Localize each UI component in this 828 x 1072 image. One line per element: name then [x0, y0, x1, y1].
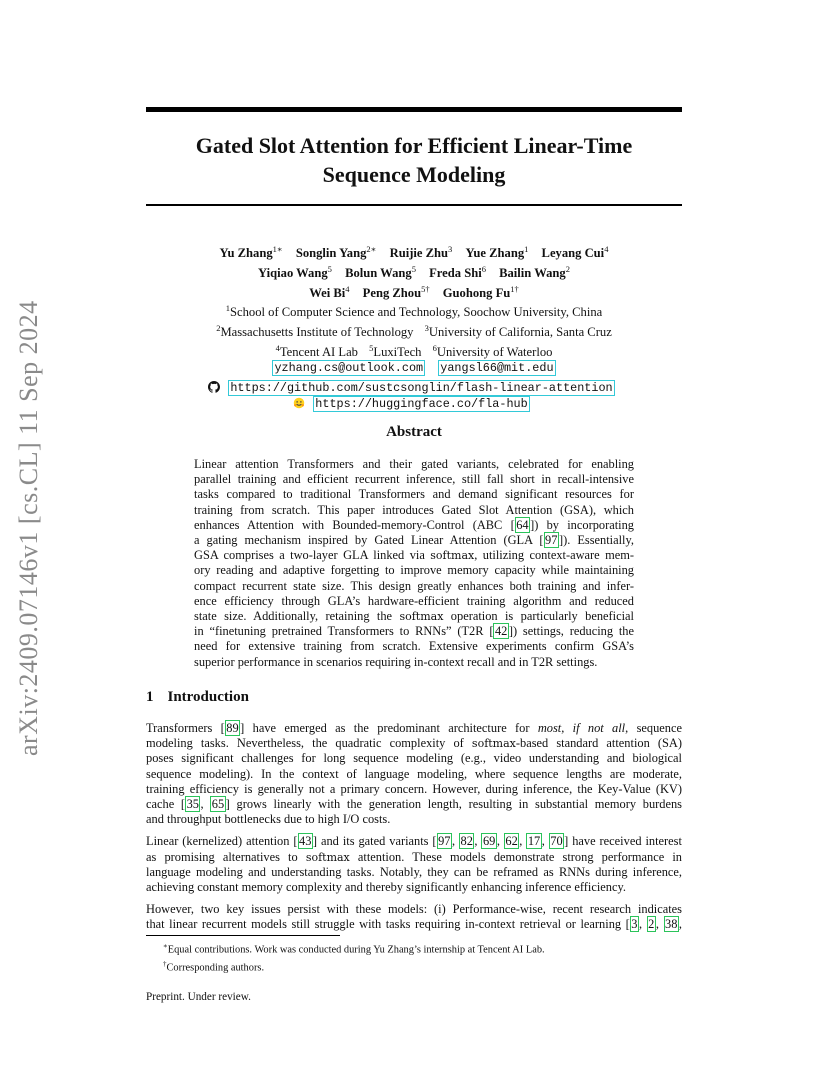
huggingface-icon: [293, 397, 305, 409]
citation-link[interactable]: 64: [516, 517, 529, 532]
affiliation: $^6$University of Waterloo: [432, 342, 553, 359]
citation-link[interactable]: 38: [665, 917, 678, 932]
huggingface-row: [146, 396, 682, 413]
author-name: Wei Bi$^4$: [309, 283, 350, 300]
author-name: Songlin Yang$^{2∗}$: [295, 244, 377, 261]
abstract-line: parallel training and efficient recurrent inference, still fall short in recall-intensive: [194, 472, 634, 487]
email-row: [146, 360, 682, 377]
abstract-line: in “finetuning pretrained Transformers to RNNs” (T2R [ 42 ]) settings, reducing the: [194, 624, 634, 639]
affiliation-row: [146, 321, 682, 341]
author-name: Yiqiao Wang$^5$: [258, 263, 332, 280]
title-line: Gated Slot Attention for Efficient Linear-Time: [195, 133, 633, 158]
text-line: achieving constant memory complexity and thereby significantly enhancing inference efficiency.: [146, 880, 626, 895]
affiliation: $^4$Tencent AI Lab: [275, 342, 358, 359]
footnote: ∗Equal contributions. Work was conducted during Yu Zhang’s internship at Tencent AI Lab.: [163, 942, 545, 956]
github-link[interactable]: https://github.com/sustcsonglin/flash-linear-attention: [230, 380, 613, 395]
title-bottom-rule: [146, 204, 682, 206]
citation-link[interactable]: 97: [438, 834, 451, 849]
author-row: [146, 262, 682, 282]
affiliation: $^1$School of Computer Science and Technology, Soochow University, China: [225, 303, 603, 320]
text-line: poses significant challenges for long sequence modeling (e.g., video understanding and biological: [146, 751, 682, 766]
author-name: Yu Zhang$^{1∗}$: [219, 244, 283, 261]
citation-link[interactable]: 65: [211, 797, 225, 812]
abstract-body: [194, 457, 634, 670]
author-row: [146, 242, 682, 262]
abstract-line: ence efficiency through GLA’s hardware-efficient training algorithm and reduced: [194, 593, 634, 608]
math-softmax: softmax: [305, 850, 350, 864]
paper-title: [146, 131, 682, 189]
footnote: †Corresponding authors.: [163, 960, 265, 974]
abstract-line: GSA comprises a two-layer GLA linked via softmax, utilizing context-aware mem-: [194, 548, 634, 563]
abstract-line: training from scratch. This paper introduces Gated Slot Attention (GSA), which: [194, 502, 634, 517]
affiliation: $^2$Massachusetts Institute of Technology: [216, 322, 414, 339]
citation-link[interactable]: 42: [494, 624, 508, 639]
email-link[interactable]: yzhang.cs@outlook.com: [274, 361, 424, 376]
citation-link[interactable]: 69: [482, 834, 496, 849]
citation-link[interactable]: 17: [527, 834, 541, 849]
author-block: [146, 242, 682, 413]
text-line: However, two key issues persist with these models: (i) Performance-wise, recent research indicates: [146, 902, 682, 917]
text-line: language modeling and understanding tasks. Notably, they can be reframed as RNNs during inference,: [146, 864, 682, 879]
github-icon: [208, 381, 220, 393]
author-name: Bolun Wang$^5$: [345, 263, 416, 280]
paragraph: [146, 721, 682, 827]
text-line: as promising alternatives to softmax attention. These models demonstrate strong performance in: [146, 849, 682, 864]
abstract-line: ory reading and adaptive forgetting to improve memory capacity while maintaining: [194, 563, 634, 578]
section-heading: 1 Introduction: [146, 689, 249, 705]
math-softmax: softmax: [430, 549, 475, 563]
citation-link[interactable]: 35: [186, 797, 199, 812]
citation-link[interactable]: 97: [545, 533, 558, 548]
abstract-line: Linear attention Transformers and their gated variants, celebrated for enabling: [194, 457, 634, 471]
abstract-line: superior performance in scenarios requiring in-context recall and in T2R settings.: [194, 654, 598, 669]
author-name: Yue Zhang$^1$: [465, 244, 529, 261]
abstract-line: a gating mechanism inspired by Gated Linear Attention (GLA [ 97 ]). Essentially,: [194, 533, 634, 548]
preprint-note: Preprint. Under review.: [146, 991, 251, 1003]
text-line: modeling tasks. Nevertheless, the quadratic complexity of softmax-based standard attention (SA): [146, 736, 682, 751]
author-name: Leyang Cui$^4$: [541, 244, 609, 261]
citation-link[interactable]: 82: [460, 834, 473, 849]
math-softmax: softmax: [399, 610, 444, 624]
abstract-line: state size. Additionally, retaining the softmax operation is particularly beneficial: [194, 609, 634, 624]
citation-link[interactable]: 43: [299, 834, 312, 849]
huggingface-link[interactable]: https://huggingface.co/fla-hub: [315, 397, 528, 412]
footnotes: [163, 939, 683, 976]
citation-link[interactable]: 89: [226, 721, 239, 735]
text-line: and throughput bottlenecks due to high I/O costs.: [146, 812, 391, 827]
citation-link[interactable]: 62: [505, 834, 518, 849]
arxiv-identifier-stamp: arXiv:2409.07146v1 [cs.CL] 11 Sep 2024: [14, 300, 43, 756]
text-line: Transformers [ 89 ] have emerged as the predominant architecture for most, if not all, sequence: [146, 721, 682, 735]
text-line: training efficiency is generally not a primary concern. However, during inference, the Key-Value (KV): [146, 781, 682, 796]
title-line: Sequence Modeling: [322, 162, 506, 187]
author-name: Freda Shi$^6$: [429, 263, 486, 280]
author-name: Ruijie Zhu$^3$: [389, 244, 453, 261]
abstract-line: enhances Attention with Bounded-memory-Control (ABC [ 64 ]) by incorporating: [194, 517, 634, 532]
abstract-line: need for extensive training from scratch. Extensive experiments confirm GSA’s: [194, 639, 634, 654]
email-link[interactable]: yangsl66@mit.edu: [440, 361, 554, 376]
author-name: Bailin Wang$^2$: [499, 263, 570, 280]
abstract-line: compact recurrent state size. This design greatly enhances both training and infer-: [194, 578, 634, 593]
affiliation: $^3$University of California, Santa Cruz: [424, 322, 612, 339]
text-line: that linear recurrent models still struggle with tasks requiring in-context retrieval or learning [ 3 , 2 , 38 ,: [146, 917, 682, 932]
github-row: [146, 380, 682, 397]
title-top-rule: [146, 107, 682, 112]
paragraph: [146, 834, 682, 895]
abstract-line: tasks compared to traditional Transformers and demand significant resources for: [194, 487, 634, 502]
citation-link[interactable]: 3: [631, 917, 638, 932]
citation-link[interactable]: 2: [648, 917, 655, 932]
footnote-rule: [146, 935, 340, 936]
affiliation-row: [146, 301, 682, 321]
affiliation: $^5$LuxiTech: [369, 342, 422, 359]
math-softmax: softmax: [471, 737, 516, 751]
citation-link[interactable]: 70: [550, 834, 563, 849]
author-name: Guohong $Fu^{1\dagger}$: [442, 283, 519, 300]
text-line: cache [ 35 , 65 ] grows linearly with the generation length, resulting in substantial memory burdens: [146, 797, 683, 812]
abstract-heading: Abstract: [386, 424, 442, 440]
introduction-body: [146, 721, 682, 940]
text-line: Linear (kernelized) attention [ 43 ] and its gated variants [ 97 , 82 , 69 , 62 , 17 , 70 ] have received interest: [146, 834, 682, 849]
author-name: Peng Zhou$^{5\dagger}$: [362, 283, 430, 300]
paragraph: [146, 902, 682, 932]
text-line: sequence modeling). In the context of language modeling, where sequence lengths are moderate,: [146, 766, 682, 781]
author-row: [146, 281, 682, 301]
affiliation-row: [146, 340, 682, 360]
